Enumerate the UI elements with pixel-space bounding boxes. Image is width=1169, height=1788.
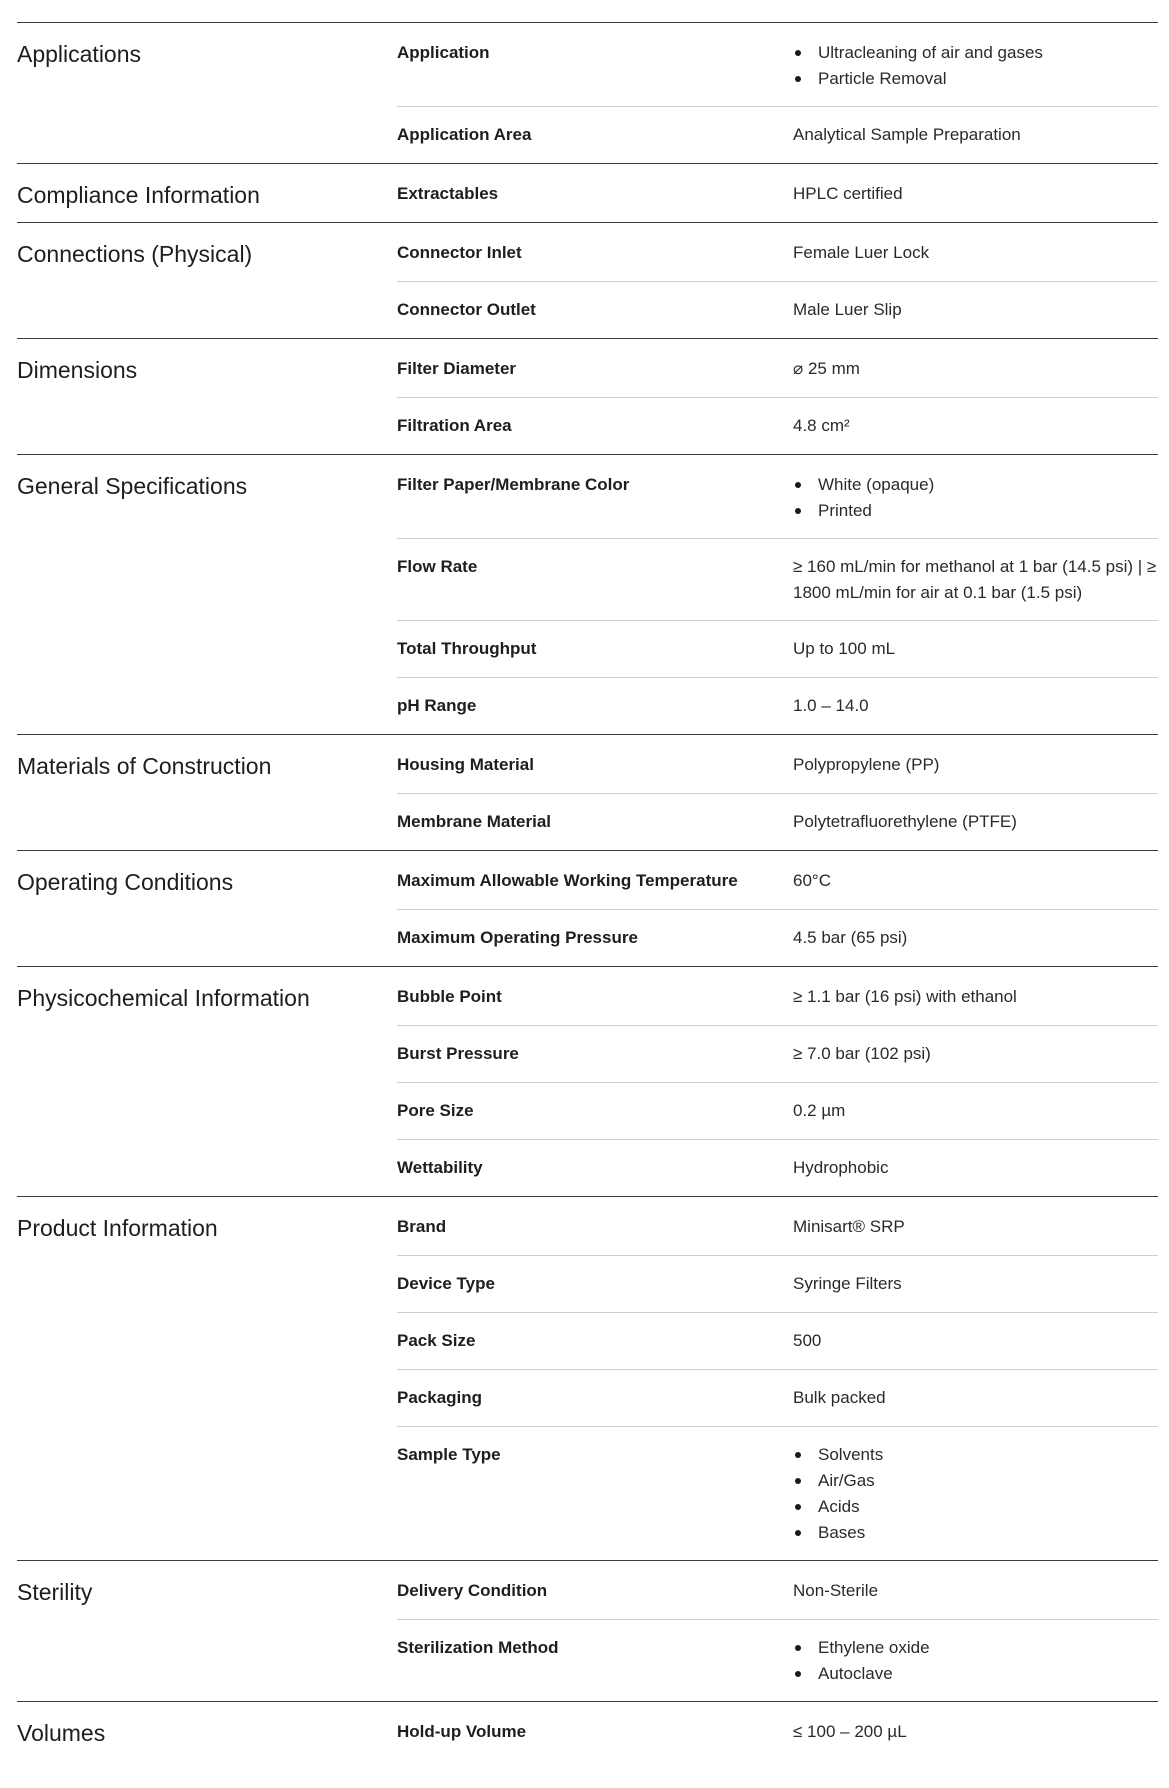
spec-label: Maximum Allowable Working Temperature xyxy=(397,871,738,890)
spec-value-list-item: Ultracleaning of air and gases xyxy=(793,40,1158,66)
spec-row-pack-size xyxy=(397,1312,1158,1369)
spec-row-delivery-condition xyxy=(397,1561,1158,1619)
section-rows xyxy=(397,735,1158,850)
spec-row-connector-inlet xyxy=(397,223,1158,281)
spec-label: Device Type xyxy=(397,1274,495,1293)
section-title: Compliance Information xyxy=(17,182,260,208)
spec-label: Packaging xyxy=(397,1388,483,1407)
section-title: Sterility xyxy=(17,1579,93,1605)
spec-section-product-information xyxy=(17,1196,1158,1560)
spec-row-hold-up-volume xyxy=(397,1702,1158,1760)
spec-value: HPLC certified xyxy=(793,184,903,203)
spec-label: Membrane Material xyxy=(397,812,551,831)
spec-row-device-type xyxy=(397,1255,1158,1312)
spec-value: ≥ 160 mL/min for methanol at 1 bar (14.5 psi) | ≥ 1800 mL/min for air at 0.1 bar (1.5 psi) xyxy=(793,557,1157,602)
spec-value: Male Luer Slip xyxy=(793,300,902,319)
spec-section-volumes xyxy=(17,1701,1158,1760)
spec-row-sterilization-method xyxy=(397,1619,1158,1701)
spec-label: Brand xyxy=(397,1217,447,1236)
spec-value: 4.8 cm² xyxy=(793,416,850,435)
spec-label: Burst Pressure xyxy=(397,1044,519,1063)
spec-row-extractables xyxy=(397,164,1158,222)
spec-value: ≤ 100 – 200 µL xyxy=(793,1722,907,1741)
section-title: Volumes xyxy=(17,1720,106,1746)
section-rows xyxy=(397,339,1158,454)
spec-label: Delivery Condition xyxy=(397,1581,548,1600)
spec-label: Wettability xyxy=(397,1158,483,1177)
spec-row-maximum-allowable-working-temperature xyxy=(397,851,1158,909)
spec-value: ≥ 7.0 bar (102 psi) xyxy=(793,1044,931,1063)
spec-section-applications xyxy=(17,22,1158,163)
spec-row-housing-material xyxy=(397,735,1158,793)
spec-row-flow-rate xyxy=(397,538,1158,620)
spec-label: Connector Outlet xyxy=(397,300,536,319)
spec-value xyxy=(793,40,1158,92)
spec-label: Sample Type xyxy=(397,1445,501,1464)
spec-value-list-item: Particle Removal xyxy=(793,66,1158,92)
spec-value: ⌀ 25 mm xyxy=(793,359,860,378)
spec-value xyxy=(793,472,1158,524)
specifications-table xyxy=(17,22,1158,1760)
spec-value: 500 xyxy=(793,1331,822,1350)
spec-value: Hydrophobic xyxy=(793,1158,889,1177)
spec-value-list-item: Ethylene oxide xyxy=(793,1635,1158,1661)
section-title: Materials of Construction xyxy=(17,753,272,779)
spec-section-sterility xyxy=(17,1560,1158,1701)
spec-value-list-item: Autoclave xyxy=(793,1661,1158,1687)
spec-label: Filter Paper/Membrane Color xyxy=(397,475,630,494)
spec-row-filter-paper-membrane-color xyxy=(397,455,1158,538)
spec-value: Analytical Sample Preparation xyxy=(793,125,1021,144)
spec-value: 4.5 bar (65 psi) xyxy=(793,928,908,947)
spec-label: Application Area xyxy=(397,125,532,144)
spec-value: 60°C xyxy=(793,871,831,890)
section-title: General Specifications xyxy=(17,473,248,499)
section-title: Connections (Physical) xyxy=(17,241,253,267)
spec-value: 0.2 µm xyxy=(793,1101,846,1120)
section-rows xyxy=(397,1561,1158,1701)
section-title: Physicochemical Information xyxy=(17,985,310,1011)
section-title: Operating Conditions xyxy=(17,869,234,895)
spec-label: Flow Rate xyxy=(397,557,478,576)
spec-value-list-item: Solvents xyxy=(793,1442,1158,1468)
spec-section-physicochemical-information xyxy=(17,966,1158,1196)
spec-value xyxy=(793,1442,1158,1546)
spec-value-list xyxy=(793,1442,1158,1546)
spec-value xyxy=(793,1635,1158,1687)
section-rows xyxy=(397,223,1158,338)
spec-section-compliance-information xyxy=(17,163,1158,222)
section-rows xyxy=(397,455,1158,734)
spec-label: Housing Material xyxy=(397,755,534,774)
spec-row-filtration-area xyxy=(397,397,1158,454)
section-rows xyxy=(397,164,1158,222)
section-title: Dimensions xyxy=(17,357,138,383)
section-rows xyxy=(397,1702,1158,1760)
spec-section-connections-physical xyxy=(17,222,1158,338)
spec-section-operating-conditions xyxy=(17,850,1158,966)
spec-section-materials-of-construction xyxy=(17,734,1158,850)
spec-label: Application xyxy=(397,43,490,62)
section-title: Applications xyxy=(17,41,142,67)
spec-row-filter-diameter xyxy=(397,339,1158,397)
spec-row-membrane-material xyxy=(397,793,1158,850)
spec-row-ph-range xyxy=(397,677,1158,734)
spec-value-list xyxy=(793,472,1158,524)
spec-value-list-item: Acids xyxy=(793,1494,1158,1520)
spec-row-pore-size xyxy=(397,1082,1158,1139)
spec-section-general-specifications xyxy=(17,454,1158,734)
spec-label: Total Throughput xyxy=(397,639,537,658)
spec-value: Up to 100 mL xyxy=(793,639,896,658)
spec-value: 1.0 – 14.0 xyxy=(793,696,869,715)
spec-label: Bubble Point xyxy=(397,987,502,1006)
spec-row-connector-outlet xyxy=(397,281,1158,338)
spec-row-sample-type xyxy=(397,1426,1158,1560)
spec-label: Pore Size xyxy=(397,1101,474,1120)
section-rows xyxy=(397,1197,1158,1560)
spec-value-list xyxy=(793,40,1158,92)
spec-value-list xyxy=(793,1635,1158,1687)
spec-value: Bulk packed xyxy=(793,1388,886,1407)
spec-value: Female Luer Lock xyxy=(793,243,930,262)
spec-row-burst-pressure xyxy=(397,1025,1158,1082)
spec-row-bubble-point xyxy=(397,967,1158,1025)
section-title: Product Information xyxy=(17,1215,218,1241)
spec-label: Sterilization Method xyxy=(397,1638,559,1657)
spec-row-maximum-operating-pressure xyxy=(397,909,1158,966)
spec-section-dimensions xyxy=(17,338,1158,454)
spec-label: pH Range xyxy=(397,696,477,715)
spec-label: Filter Diameter xyxy=(397,359,517,378)
spec-row-wettability xyxy=(397,1139,1158,1196)
spec-value: ≥ 1.1 bar (16 psi) with ethanol xyxy=(793,987,1017,1006)
spec-value: Polytetrafluorethylene (PTFE) xyxy=(793,812,1017,831)
spec-label: Maximum Operating Pressure xyxy=(397,928,638,947)
spec-value-list-item: Air/Gas xyxy=(793,1468,1158,1494)
spec-value: Minisart® SRP xyxy=(793,1217,905,1236)
section-rows xyxy=(397,967,1158,1196)
spec-value-list-item: Bases xyxy=(793,1520,1158,1546)
spec-value: Polypropylene (PP) xyxy=(793,755,940,774)
spec-label: Pack Size xyxy=(397,1331,476,1350)
spec-row-application xyxy=(397,23,1158,106)
spec-row-application-area xyxy=(397,106,1158,163)
spec-label: Connector Inlet xyxy=(397,243,522,262)
spec-row-brand xyxy=(397,1197,1158,1255)
spec-label: Filtration Area xyxy=(397,416,512,435)
spec-label: Hold-up Volume xyxy=(397,1722,527,1741)
section-rows xyxy=(397,851,1158,966)
spec-value: Non-Sterile xyxy=(793,1581,879,1600)
spec-value-list-item: Printed xyxy=(793,498,1158,524)
section-rows xyxy=(397,23,1158,163)
spec-row-packaging xyxy=(397,1369,1158,1426)
spec-value-list-item: White (opaque) xyxy=(793,472,1158,498)
spec-label: Extractables xyxy=(397,184,499,203)
spec-value: Syringe Filters xyxy=(793,1274,902,1293)
spec-row-total-throughput xyxy=(397,620,1158,677)
